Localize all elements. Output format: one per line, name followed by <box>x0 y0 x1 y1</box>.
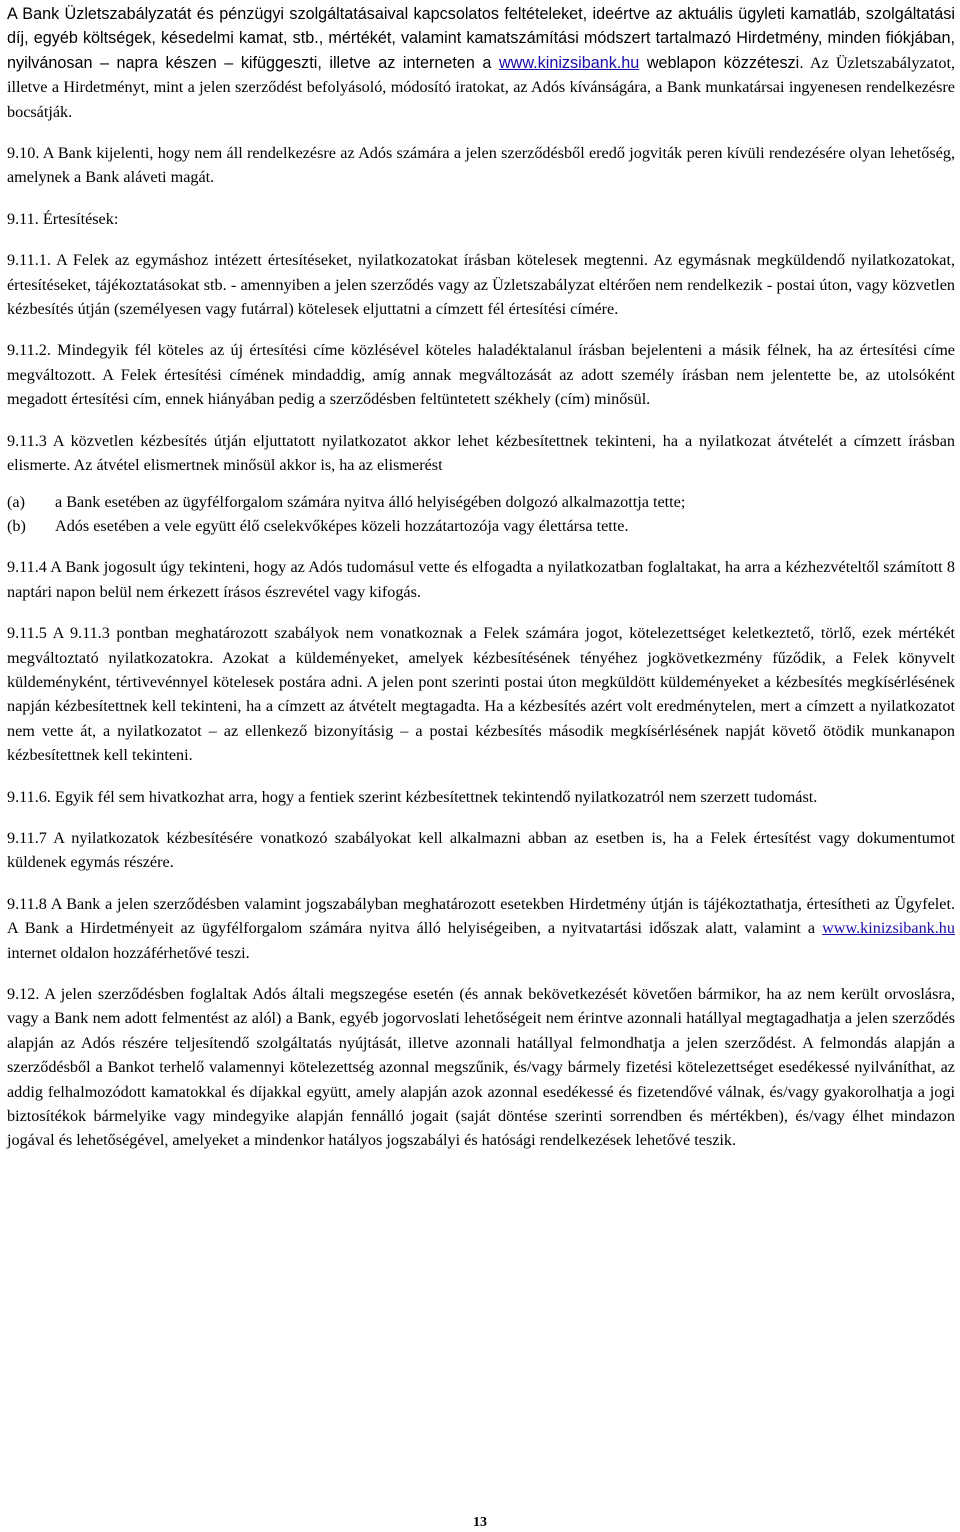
list-item-text: Adós esetében a vele együtt élő cselekvőképes közeli hozzátartozója vagy élettársa tette. <box>55 516 629 535</box>
paragraph-intro <box>7 2 955 124</box>
section-heading-9-11: 9.11. Értesítések: <box>7 209 119 228</box>
list-marker: (b) <box>7 516 26 535</box>
delivery-list <box>7 490 955 539</box>
paragraph-9-11-4: 9.11.4 A Bank jogosult úgy tekinteni, hogy az Adós tudomásul vette és elfogadta a nyilatkozatban foglaltakat, ha arra a kézhezvételtől számított 8 naptári napon belül nem érkezett írásos észrevétel vagy kifogás. <box>7 558 955 601</box>
intro-text: A Bank Üzletszabályzatát és pénzügyi szolgáltatásaival kapcsolatos feltételeket, ideértve az aktuális ügyleti kamatláb, szolgáltatási díj, egyéb költségek, késedelmi kamat, stb., mértékét, valamint kamatszámítási módszert tartalmazó Hirdetmény, minden fiókjában, nyilvánosan – napra készen – kifüggeszti, illetve az interneten a <box>7 5 955 72</box>
document-page <box>7 2 955 1170</box>
paragraph-9-11-8 <box>7 892 955 965</box>
intro-text-rest: Az Üzletszabályzatot, illetve a Hirdetményt, mint a jelen szerződést befolyásoló, módosító iratokat, az Adós kívánságára, a Bank munkatársai ingyenesen rendelkezésre bocsátják. <box>7 53 955 121</box>
website-link[interactable]: www.kinizsibank.hu <box>822 919 955 938</box>
paragraph-9-11-1: 9.11.1. A Felek az egymáshoz intézett értesítéseket, nyilatkozatokat írásban kötelesek megtenni. Az egymásnak megküldendő nyilatkozatokat, értesítéseket, tájékoztatásokat stb. - amennyiben a jelen szerződés vagy az Üzletszabályzat eltérően nem rendelkezik - postai úton, vagy közvetlen kézbesítés útján (személyesen vagy futárral) kötelesek eljuttatni a címzett fél értesítési címére. <box>7 251 955 319</box>
list-item-text: a Bank esetében az ügyfélforgalom számára nyitva álló helyiségében dolgozó alkalmazottja tette; <box>55 492 686 511</box>
paragraph-9-11-5: 9.11.5 A 9.11.3 pontban meghatározott szabályok nem vonatkoznak a Felek számára jogot, kötelezettséget keletkeztető, törlő, ezek mértékét megváltoztató nyilatkozatokra. Azokat a küldeményeket, amelyek kézbesítésének tényéhez jogkövetkezmény fűződik, a Felek könyvelt küldeményként, tértivevénnyel kötelesek postára adni. A jelen pont szerinti postai úton megküldött küldeményeket a kézbesítés megkísérlésének napján kézbesítettnek kell tekinteni, ha a címzett az átvételt megtagadta. Ha a kézbesítés azért volt eredménytelen, mert a címzett a nyilatkozatot nem vette át, a nyilatkozatot – az ellenkező bizonyításig – a postai kézbesítés második megkísérlésének napját követő ötödik munkanapon kézbesítettnek kell tekinteni. <box>7 624 955 765</box>
page-number: 13 <box>473 1515 487 1530</box>
list-item <box>7 490 955 514</box>
paragraph-9-11-7: 9.11.7 A nyilatkozatok kézbesítésére vonatkozó szabályokat kell alkalmazni abban az esetben is, ha a Felek értesítést vagy dokumentumot küldenek egymás részére. <box>7 828 955 872</box>
list-item <box>7 514 955 538</box>
list-marker: (a) <box>7 492 25 511</box>
paragraph-9-11-8-text: 9.11.8 A Bank a jelen szerződésben valamint jogszabályban meghatározott esetekben Hirdetmény útján is tájékoztathatja, értesítheti az Ügyfelet. A Bank a Hirdetményeit az ügyfélforgalom számára nyitva álló helyiségeiben, a nyitvatartási időszak alatt, valamint a <box>7 894 955 938</box>
intro-text-continued: weblapon közzéteszi. <box>639 53 804 72</box>
paragraph-9-11-3: 9.11.3 A közvetlen kézbesítés útján eljuttatott nyilatkozatot akkor lehet kézbesítettnek tekinteni, ha a nyilatkozat átvételét a címzett írásban elismerte. Az átvétel elismertnek minősül akkor is, ha az elismerést <box>7 431 955 475</box>
paragraph-9-11-8-text-end: internet oldalon hozzáférhetővé teszi. <box>7 943 250 962</box>
website-link[interactable]: www.kinizsibank.hu <box>498 53 640 72</box>
paragraph-9-12: 9.12. A jelen szerződésben foglaltak Adós általi megszegése esetén (és annak bekövetkezését követően bármikor, ha az nem került orvoslásra, vagy a Bank nem adott felmentést az alól) a Bank, egyéb jogorvoslati lehetőségeit nem érintve azonnali hatállyal megtagadhatja a jelen szerződés alapján az Adós részére teljesítendő szolgáltatás nyújtását, illetve azonnali hatállyal felmondhatja a jelen szerződést. A felmondás alapján a szerződésből a Bankot terhelő valamennyi kötelezettség azonnal megszűnik, és/vagy bármely fizetési kötelezettséget esedékessé nyilváníthat, az addig felhalmozódott kamatokkal és díjakkal együtt, amely alapján azok azonnal esedékessé és fizetendővé válnak, és/vagy gyakorolhatja a jogi biztosítékok bármelyike vagy mindegyike alapján fennálló jogait (saját döntése szerinti sorrendben és mértékben), és/vagy élhet mindazon jogával és lehetőségével, amelyeket a mindenkor hatályos jogszabályi és hatósági rendelkezések lehetővé teszik. <box>7 985 955 1150</box>
paragraph-9-11-6: 9.11.6. Egyik fél sem hivatkozhat arra, hogy a fentiek szerint kézbesítettnek tekintendő nyilatkozatról nem szerzett tudomást. <box>7 787 818 806</box>
paragraph-9-10: 9.10. A Bank kijelenti, hogy nem áll rendelkezésre az Adós számára a jelen szerződésből eredő jogviták peren kívüli rendezésére olyan lehetőség, amelynek a Bank aláveti magát. <box>7 144 955 187</box>
paragraph-9-11-2: 9.11.2. Mindegyik fél köteles az új értesítési címe közlésével köteles haladéktalanul írásban bejelenteni a másik félnek, ha az értesítési címe megváltozott. A Felek értesítési címének mindaddig, amíg annak megváltozását az adott személy írásban nem jelentette be, az utolsóként megadott értesítési cím, ennek hiányában pedig a szerződésben feltüntetett székhely (cím) minősül. <box>7 341 955 409</box>
